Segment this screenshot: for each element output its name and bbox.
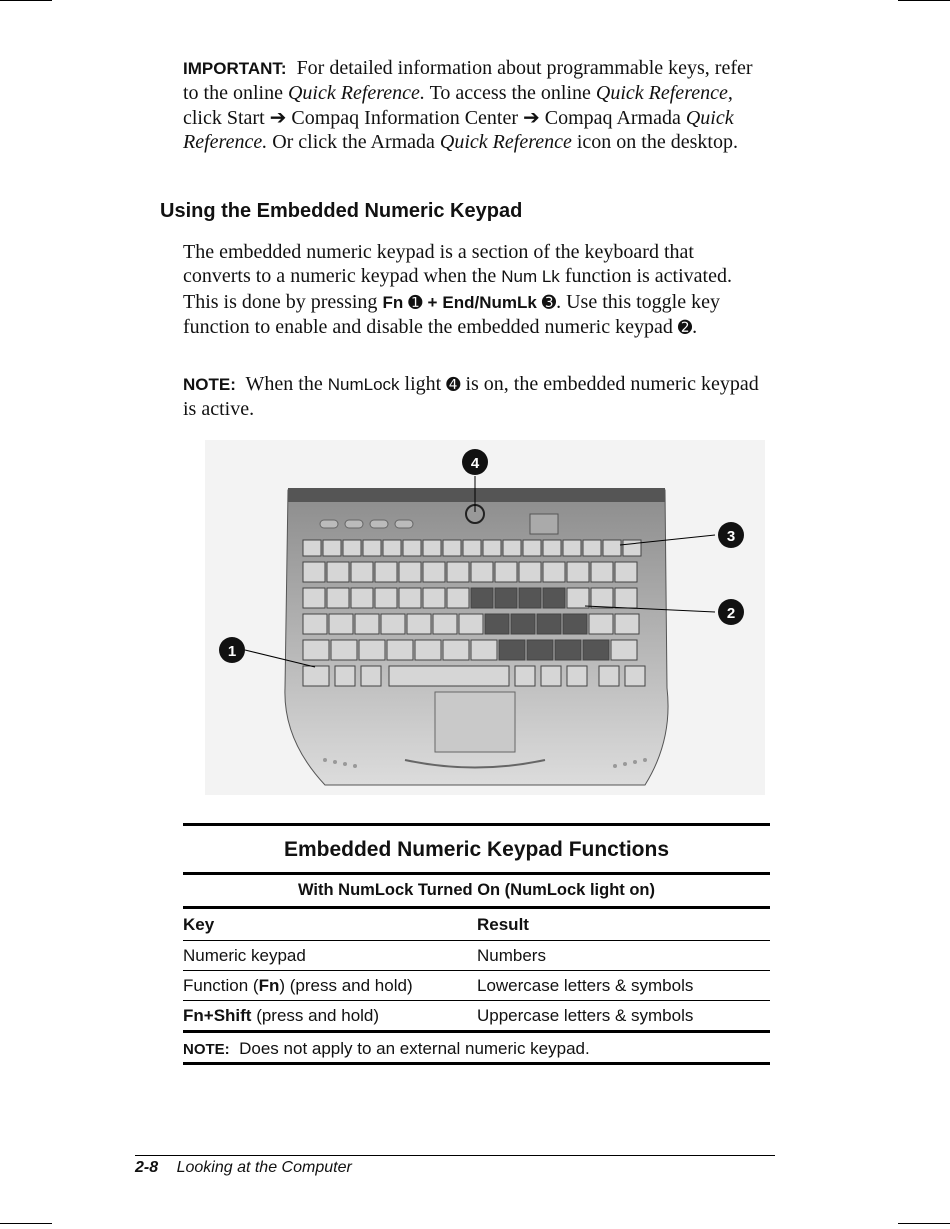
keyboard-key [503,540,521,556]
table-title: Embedded Numeric Keypad Functions [283,838,670,861]
keyboard-key [523,540,541,556]
keypad-key [543,588,565,608]
text: For detailed information about programmable keys, refer to the online [183,57,753,105]
end-numlk-key: End/NumLk [442,292,537,312]
text: light [404,373,442,395]
keyboard-key [471,562,493,582]
hinge [288,488,665,502]
plus-sign: + [427,292,438,312]
text: is on, the embedded numeric keypad is active. [183,373,759,421]
keyboard-key [303,588,325,608]
keyboard-key [623,540,641,556]
callout-3-label: 3 [726,528,736,545]
keyboard-key [463,540,481,556]
callout-2-icon: ➋ [677,317,693,338]
note-text: Does not apply to an external numeric keypad. [239,1039,590,1058]
keyboard-key [519,562,541,582]
keyboard-key [303,540,321,556]
table-header-row [183,909,770,940]
keypad-key [527,640,553,660]
keyboard-key [459,614,483,634]
keyboard-key [591,562,613,582]
keyboard-key [359,640,385,660]
keypad-key [555,640,581,660]
keyboard-key [423,540,441,556]
keyboard-key [615,562,637,582]
keyboard-key [351,588,373,608]
keyboard-key [591,588,613,608]
callout-3-icon: ➌ [541,292,557,313]
keyboard-key [355,614,379,634]
keyboard-key [589,614,613,634]
keyboard-key [403,540,421,556]
quick-reference-ref: Quick Reference. [183,106,734,153]
keyboard-key [335,666,355,686]
page-footer [135,1155,775,1177]
quick-reference-ref: Quick Reference, [595,82,733,105]
row-result: Uppercase letters & symbols [477,1006,694,1025]
keyboard-key [541,666,561,686]
keyboard-key [567,588,589,608]
keyboard-key [303,640,329,660]
keyboard-key [327,588,349,608]
text: Function ( [183,976,259,995]
crop-mark [0,0,52,1]
keyboard-key [443,540,461,556]
keyboard-key [447,588,469,608]
crop-mark [0,1223,52,1224]
keypad-key [471,588,493,608]
keypad-key [511,614,535,634]
row-result: Numbers [477,946,546,965]
crop-mark [898,0,950,1]
callout-2-label: 2 [726,605,736,622]
row-key [183,1001,477,1030]
row-key [183,971,477,1000]
callout-1-label: 1 [227,643,237,660]
keyboard-key [615,588,637,608]
callout-3-marker [718,522,744,548]
chapter-title: Looking at the Computer [176,1159,352,1176]
keyboard-key [389,666,509,686]
keyboard-key [423,562,445,582]
keyboard-key [327,562,349,582]
touchpad [435,692,515,752]
keyboard-key [399,562,421,582]
keyboard-key [433,614,457,634]
section-heading: Using the Embedded Numeric Keypad [160,200,523,222]
fn-key: Fn [258,976,280,995]
text: . [692,315,698,338]
keyboard-key [423,588,445,608]
col-key-header: Key [183,915,215,934]
keyboard-key [303,562,325,582]
keyboard-key [603,540,621,556]
crop-mark [898,1223,950,1224]
row-key: Numeric keypad [183,946,306,965]
callout-4-marker [462,449,488,475]
keyboard-key [329,614,353,634]
keyboard-key [331,640,357,660]
keyboard-key [543,540,561,556]
num-lk-key: Num Lk [501,267,560,287]
keyboard-key [471,640,497,660]
keyboard-key [361,666,381,686]
text: click Start ➔ Compaq Information Center ➔ Compaq Armada [183,106,681,129]
table-row [183,941,770,970]
table-rule [183,1062,770,1065]
keyboard-key [563,540,581,556]
row-result: Lowercase letters & symbols [477,976,694,995]
keyboard-key [383,540,401,556]
keyboard-key [583,540,601,556]
callout-1-icon: ➊ [408,292,423,313]
note-label: NOTE: [183,1041,230,1058]
keyboard-key [567,666,587,686]
fn-shift-key: Fn+Shift [183,1006,252,1025]
table-row [183,1001,770,1030]
keypad-key [583,640,609,660]
text: ) (press and hold) [279,976,413,995]
keypad-key [499,640,525,660]
keyboard-key [515,666,535,686]
keypad-key [485,614,509,634]
keyboard-key [351,562,373,582]
quick-reference-ref: Quick Reference. [287,82,425,105]
keyboard-key [483,540,501,556]
table-note [183,1033,770,1062]
keyboard-key [303,614,327,634]
quick-reference-ref: Quick Reference [439,130,572,153]
numlock-key: NumLock [327,375,400,394]
callout-2-marker [718,599,744,625]
text: icon on the desktop. [576,130,738,153]
keyboard-key [447,562,469,582]
keyboard-key [303,666,329,686]
text: function is activated. This is done by pressing [183,265,732,313]
keyboard-illustration [205,440,765,795]
callout-4-icon: ➍ [446,375,461,395]
keyboard-key [399,588,421,608]
callout-4-label: 4 [470,455,480,472]
keyboard-key [611,640,637,660]
keyboard-key [495,562,517,582]
note-label: NOTE: [183,375,236,394]
keypad-key [537,614,561,634]
keypad-key [563,614,587,634]
table-subtitle: With NumLock Turned On (NumLock light on) [297,881,655,899]
fn-key: Fn [382,292,404,312]
keyboard-key [615,614,639,634]
keyboard-key [415,640,441,660]
keyboard-key [543,562,565,582]
keyboard-key [407,614,431,634]
keyboard-key [443,640,469,660]
keypad-key [519,588,541,608]
text: (press and hold) [251,1006,380,1025]
table-row [183,971,770,1000]
text: Or click the Armada [272,130,435,153]
text: . Use this toggle key function to enable and disable the embedded numeric keypad [183,290,720,338]
keypad-key [495,588,517,608]
keypad-functions-table [183,823,770,1065]
keyboard-key [323,540,341,556]
keyboard-key [599,666,619,686]
keyboard-key [387,640,413,660]
page-number: 2-8 [135,1159,159,1176]
keyboard-key [363,540,381,556]
keyboard-key [343,540,361,556]
callout-1-marker [219,637,245,663]
text: The embedded numeric keypad is a section of the keyboard that converts to a numeric keypad when the [183,241,694,288]
important-paragraph [183,56,763,154]
section-paragraph [183,240,763,340]
keyboard-key [375,588,397,608]
text: When the [245,373,323,395]
keyboard-key [375,562,397,582]
keyboard-key [567,562,589,582]
text: To access the online [429,82,591,105]
keyboard-key [381,614,405,634]
important-label: IMPORTANT: [183,59,287,78]
col-result-header: Result [477,915,529,934]
note-paragraph [183,372,763,422]
keyboard-key [625,666,645,686]
